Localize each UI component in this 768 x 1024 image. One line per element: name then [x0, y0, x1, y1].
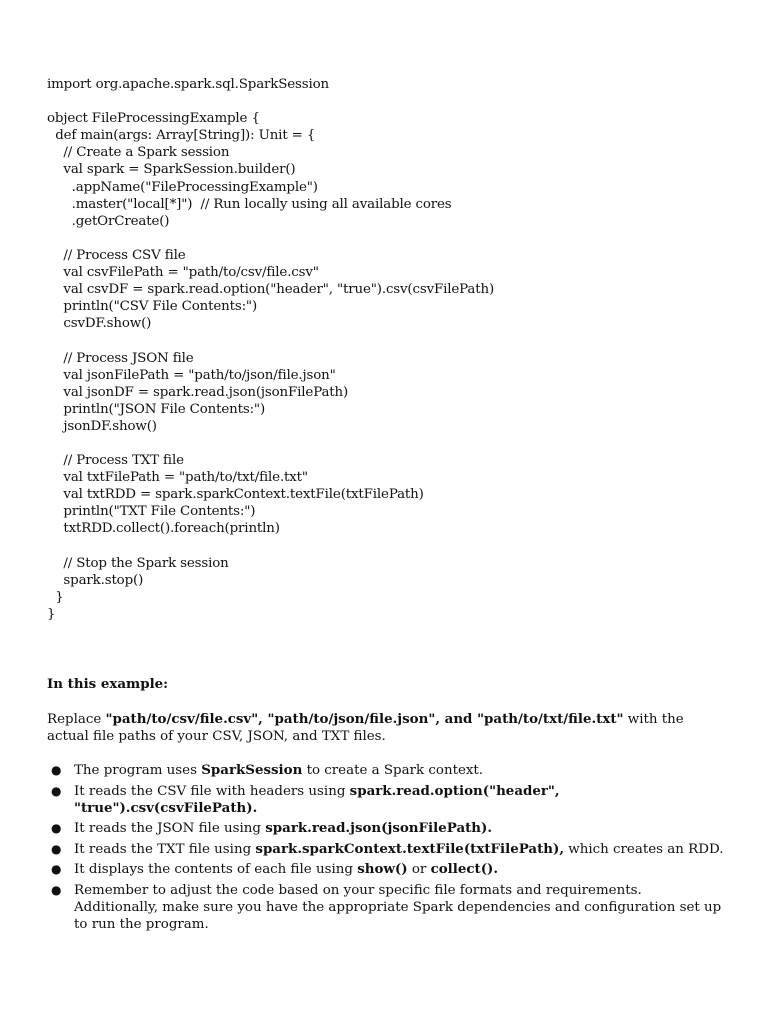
code-line: val txtFilePath = "path/to/txt/file.txt"	[47, 470, 308, 486]
bullet-icon: ●	[51, 862, 62, 877]
code-line: jsonDF.show()	[47, 418, 157, 434]
bullet-item	[47, 820, 727, 837]
intro-paragraph	[47, 711, 727, 745]
code-line: // Process JSON file	[47, 350, 194, 366]
code-line: val spark = SparkSession.builder()	[47, 162, 296, 178]
code-line	[47, 538, 727, 555]
code-line: }	[47, 589, 64, 605]
bullet-icon: ●	[51, 763, 62, 777]
bullet-item	[47, 882, 727, 933]
bullet-text: Remember to adjust the code based on your specific file formats and requirements. Additionally, make sure you have the appropriate Spark dependencies and configuration set up to run the program.	[74, 882, 722, 932]
bullet-text: to create a Spark context.	[302, 763, 484, 778]
bullet-item	[47, 841, 727, 858]
bullet-code-text: spark.read.option("header", "true").csv(csvFilePath).	[74, 782, 560, 816]
code-line: println("TXT File Contents:")	[47, 504, 256, 520]
section-heading: In this example:	[47, 676, 169, 692]
code-line: println("CSV File Contents:")	[47, 299, 258, 315]
bullet-text: which creates an RDD.	[564, 841, 724, 857]
bullet-code-text: spark.sparkContext.textFile(txtFilePath),	[255, 840, 565, 857]
bullet-item	[47, 762, 727, 779]
code-line: println("JSON File Contents:")	[47, 401, 266, 417]
code-line: val jsonFilePath = "path/to/json/file.json"	[47, 367, 336, 383]
code-line	[47, 93, 727, 110]
bullet-text: It reads the CSV file with headers using	[74, 783, 350, 799]
intro-file-paths: "path/to/csv/file.csv", "path/to/json/file.json", and "path/to/txt/file.txt"	[105, 711, 624, 727]
code-line: // Create a Spark session	[47, 145, 230, 161]
bullet-icon: ●	[51, 821, 62, 836]
code-line: def main(args: Array[String]): Unit = {	[47, 128, 316, 144]
code-line: // Process CSV file	[47, 247, 186, 263]
bullet-text: It reads the TXT file using	[74, 841, 256, 857]
code-line: val jsonDF = spark.read.json(jsonFilePath)	[47, 384, 349, 400]
code-line	[47, 230, 727, 247]
code-block	[47, 76, 727, 623]
code-line: txtRDD.collect().foreach(println)	[47, 521, 280, 537]
code-line	[47, 435, 727, 452]
code-line: import org.apache.spark.sql.SparkSession	[47, 77, 330, 92]
code-line: val txtRDD = spark.sparkContext.textFile(txtFilePath)	[47, 487, 424, 503]
code-line: .appName("FileProcessingExample")	[47, 179, 318, 195]
bullet-text: The program uses	[74, 763, 202, 778]
code-line: object FileProcessingExample {	[47, 111, 260, 127]
bullet-text: or	[407, 862, 431, 878]
intro-suffix: with the actual file paths of your CSV, JSON, and TXT files.	[47, 712, 684, 744]
bullet-code-text: collect().	[430, 861, 499, 878]
code-line: val csvDF = spark.read.option("header", "true").csv(csvFilePath)	[47, 282, 495, 298]
bullet-text: It reads the JSON file using	[74, 821, 266, 837]
code-line: // Stop the Spark session	[47, 555, 229, 571]
bullet-icon: ●	[51, 882, 62, 897]
bullet-text: It displays the contents of each file using	[74, 862, 358, 878]
code-line: // Process TXT file	[47, 453, 184, 469]
bullet-icon: ●	[51, 841, 62, 856]
bullet-icon: ●	[51, 783, 62, 798]
code-line: .master("local[*]") // Run locally using all available cores	[47, 196, 452, 212]
bullet-item	[47, 861, 727, 878]
code-line	[47, 332, 727, 349]
code-line: csvDF.show()	[47, 316, 152, 332]
bullet-code-text: spark.read.json(jsonFilePath).	[265, 820, 493, 837]
code-line: spark.stop()	[47, 572, 144, 588]
code-line: val csvFilePath = "path/to/csv/file.csv"	[47, 265, 319, 281]
code-line: .getOrCreate()	[47, 213, 170, 229]
bullet-code-text: show()	[357, 861, 408, 878]
explanation-section	[47, 676, 727, 937]
bullet-list	[47, 762, 727, 933]
code-line: }	[47, 606, 56, 622]
bullet-item	[47, 783, 727, 817]
bullet-code-text: SparkSession	[201, 762, 303, 778]
intro-prefix: Replace	[47, 712, 106, 727]
